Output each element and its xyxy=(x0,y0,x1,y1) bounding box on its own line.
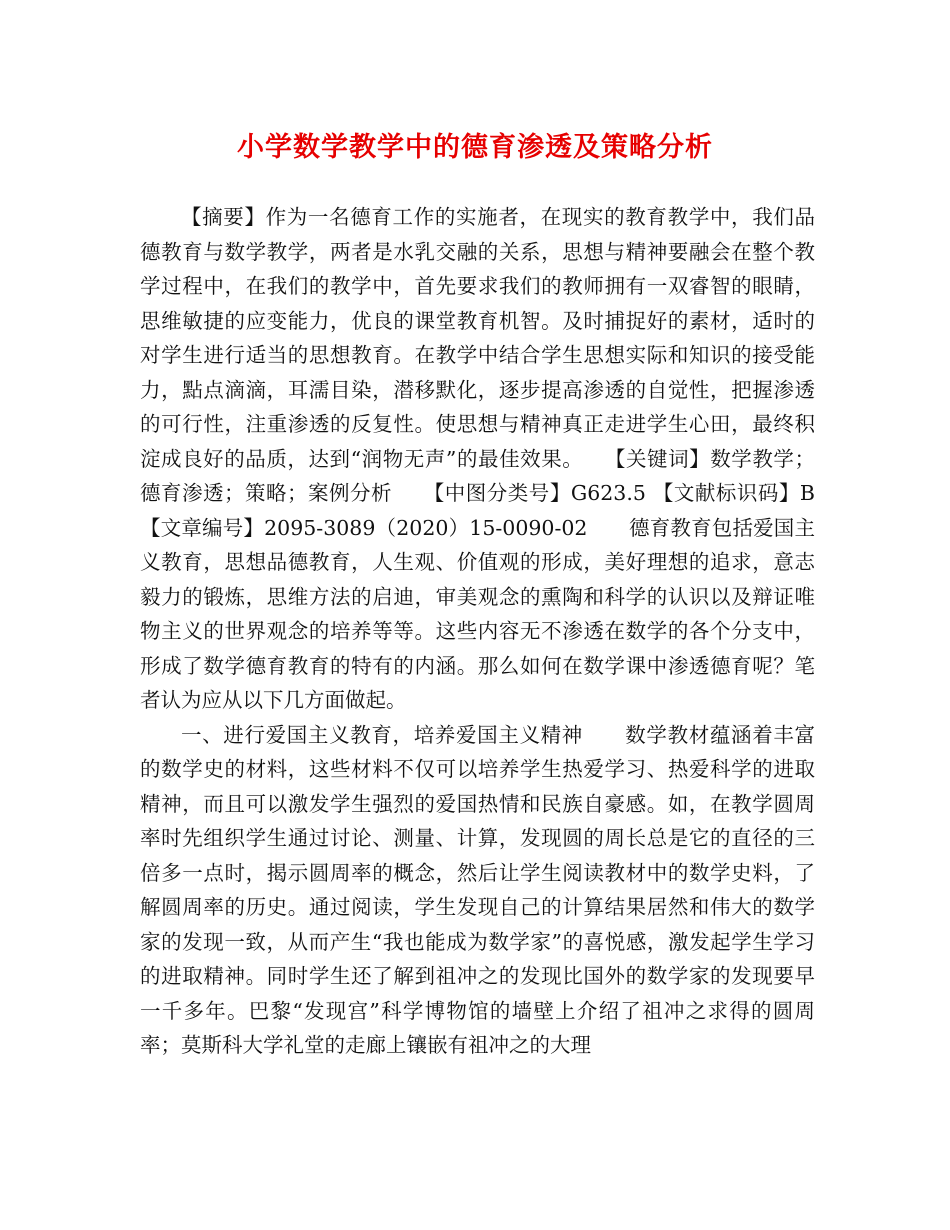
document-title: 小学数学教学中的德育渗透及策略分析 xyxy=(237,132,713,163)
document-body xyxy=(140,200,815,1063)
paragraph-abstract: 【摘要】作为一名德育工作的实施者，在现实的教育教学中，我们品德教育与数学教学，两者是水乳交融的关系，思想与精神要融会在整个教学过程中，在我们的教学中，首先要求我们的教师拥有一双睿智的眼睛，思维敏捷的应变能力，优良的课堂教育机智。及时捕捉好的素材，适时的对学生进行适当的思想教育。在教学中结合学生思想实际和知识的接受能力，點点滴滴，耳濡目染，潜移默化，逐步提高渗透的自觉性，把握渗透的可行性，注重渗透的反复性。使思想与精神真正走进学生心田，最终积淀成良好的品质，达到“润物无声”的最佳效果。 【关键词】数学教学；德育渗透；策略；案例分析 【中图分类号】G623.5 【文献标识码】B 【文章编号】2095-3089（2020）15-0090-02 德育教育包括爱国主义教育，思想品德教育，人生观、价值观的形成，美好理想的追求，意志毅力的锻炼，思维方法的启迪，审美观念的熏陶和科学的认识以及辩证唯物主义的世界观念的培养等等。这些内容无不渗透在数学的各个分支中，形成了数学德育教育的特有的内涵。那么如何在数学课中渗透德育呢？笔者认为应从以下几方面做起。 xyxy=(140,205,815,712)
paragraph-section-one: 一、进行爱国主义教育，培养爱国主义精神 数学教材蕴涵着丰富的数学史的材料，这些材料不仅可以培养学生热爱学习、热爱科学的进取精神，而且可以激发学生强烈的爱国热情和民族自豪感。如，在教学圆周率时先组织学生通过讨论、测量、计算，发现圆的周长总是它的直径的三倍多一点时，揭示圆周率的概念，然后让学生阅读教材中的数学史料，了解圆周率的历史。通过阅读，学生发现自己的计算结果居然和伟大的数学家的发现一致，从而产生“我也能成为数学家”的喜悦感，激发起学生学习的进取精神。同时学生还了解到祖冲之的发现比国外的数学家的发现要早一千多年。巴黎“发现宫”科学博物馆的墙壁上介绍了祖冲之求得的圆周率；莫斯科大学礼堂的走廊上镶嵌有祖冲之的大理 xyxy=(140,722,815,1057)
